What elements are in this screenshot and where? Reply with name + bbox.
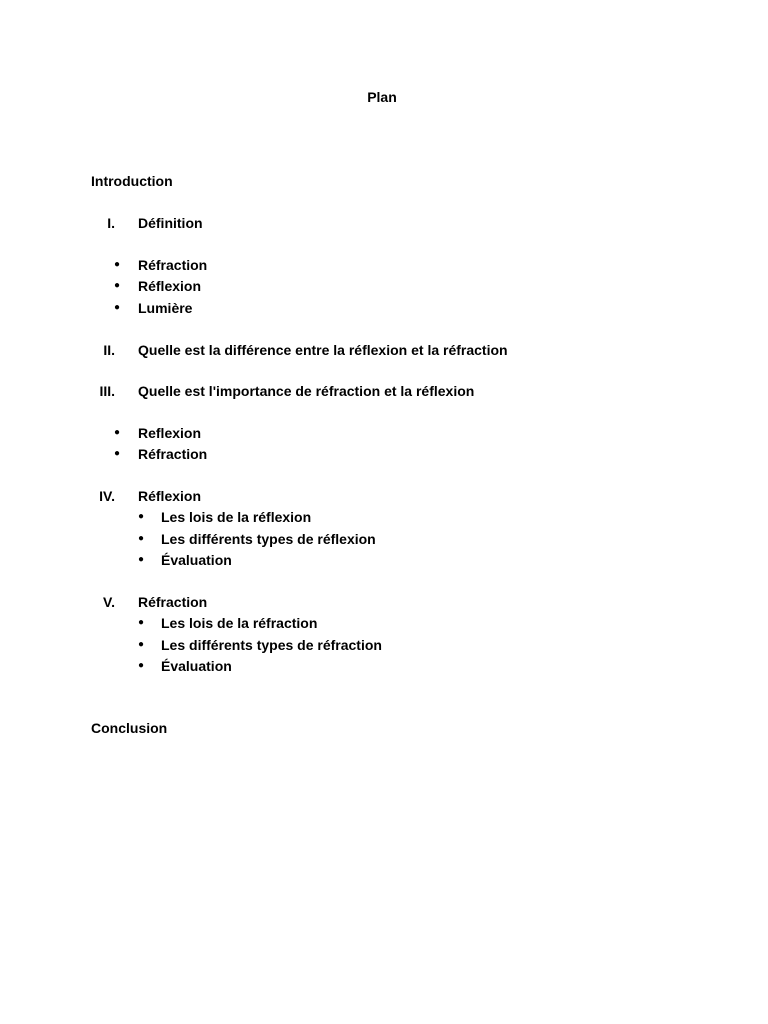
list-item: Évaluation bbox=[161, 552, 232, 568]
bullet-icon: ● bbox=[138, 617, 145, 628]
section-heading: Quelle est l'importance de réfraction et la réflexion bbox=[138, 383, 475, 399]
bullet-icon: ● bbox=[114, 259, 121, 270]
section-numeral: III. bbox=[99, 383, 115, 399]
bullet-icon: ● bbox=[138, 511, 145, 522]
bullet-icon: ● bbox=[138, 660, 145, 671]
bullet-icon: ● bbox=[114, 448, 121, 459]
section-heading: Réflexion bbox=[138, 488, 202, 504]
introduction-heading: Introduction bbox=[91, 173, 173, 189]
list-item: Réflexion bbox=[138, 278, 202, 294]
bullet-icon: ● bbox=[114, 427, 121, 438]
list-item: Les lois de la réflexion bbox=[161, 509, 312, 525]
conclusion-heading: Conclusion bbox=[91, 720, 168, 736]
list-item: Reflexion bbox=[138, 425, 202, 441]
bullet-icon: ● bbox=[114, 302, 121, 313]
list-item: Lumière bbox=[138, 300, 193, 316]
section-numeral: II. bbox=[103, 342, 115, 358]
section-heading: Définition bbox=[138, 215, 203, 231]
bullet-icon: ● bbox=[138, 533, 145, 544]
list-item: Les lois de la réfraction bbox=[161, 615, 318, 631]
list-item: Réfraction bbox=[138, 257, 208, 273]
section-numeral: V. bbox=[103, 594, 115, 610]
section-numeral: IV. bbox=[99, 488, 115, 504]
bullet-icon: ● bbox=[138, 639, 145, 650]
list-item: Les différents types de réfraction bbox=[161, 637, 382, 653]
list-item: Réfraction bbox=[138, 446, 208, 462]
bullet-icon: ● bbox=[138, 554, 145, 565]
bullet-icon: ● bbox=[114, 280, 121, 291]
list-item: Les différents types de réflexion bbox=[161, 531, 376, 547]
list-item: Évaluation bbox=[161, 658, 232, 674]
section-heading: Quelle est la différence entre la réflexion et la réfraction bbox=[138, 342, 508, 358]
document-title: Plan bbox=[367, 89, 397, 105]
section-heading: Réfraction bbox=[138, 594, 208, 610]
section-numeral: I. bbox=[107, 215, 115, 231]
